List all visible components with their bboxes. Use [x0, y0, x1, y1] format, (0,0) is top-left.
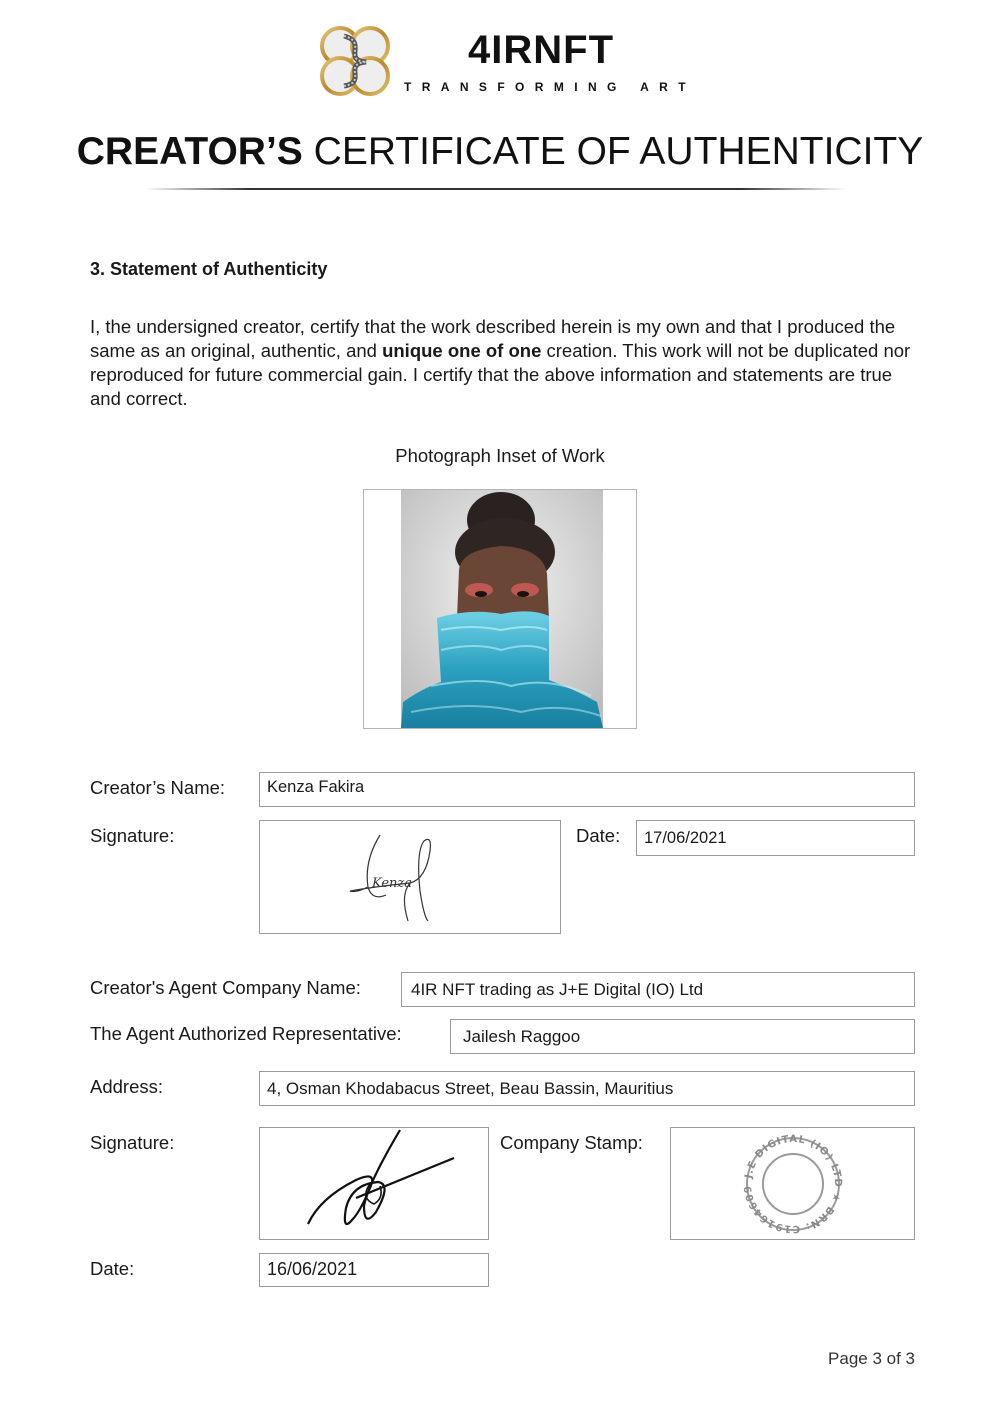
creator-signature	[260, 821, 560, 933]
photo-caption: Photograph Inset of Work	[395, 445, 605, 466]
agent-representative-label: The Agent Authorized Representative:	[90, 1023, 402, 1044]
agent-signature-label: Signature:	[90, 1132, 175, 1153]
document-title	[0, 126, 1000, 178]
page-number: Page 3 of 3	[828, 1349, 915, 1368]
artwork-image	[401, 490, 603, 728]
title-rest: CERTIFICATE OF AUTHENTICITY	[313, 130, 924, 173]
company-stamp-seal	[671, 1128, 914, 1239]
creator-name-label: Creator’s Name:	[90, 777, 226, 798]
svg-text:Kenza: Kenza	[372, 876, 413, 891]
brand-name: 4IRNFT	[468, 28, 614, 72]
agent-company-label: Creator's Agent Company Name:	[90, 977, 361, 998]
svg-text:J.E DIGITAL (IO) LTD ★ BRN: C1: J.E DIGITAL (IO) LTD ★ BRN: C19164609	[742, 1133, 844, 1235]
creator-name-field[interactable]: Kenza Fakira	[259, 772, 915, 807]
creator-date-label: Date:	[576, 825, 621, 846]
statement-emphasis: unique one of one	[382, 340, 542, 361]
company-stamp-label: Company Stamp:	[500, 1132, 643, 1153]
statement-paragraph	[90, 315, 920, 411]
creator-date-value: 17/06/2021	[644, 829, 727, 847]
brand-tagline: TRANSFORMING ART	[404, 80, 696, 94]
creator-signature-box[interactable]	[259, 820, 561, 934]
agent-signature-box[interactable]	[259, 1127, 489, 1240]
agent-signature	[260, 1128, 488, 1239]
address-field[interactable]: 4, Osman Khodabacus Street, Beau Bassin, Mauritius	[259, 1071, 915, 1106]
company-stamp-box	[670, 1127, 915, 1240]
header-divider	[145, 188, 845, 190]
section-heading: 3. Statement of Authenticity	[90, 259, 328, 279]
statement-text-2: creation. This work will not be duplicated nor reproduced for future commercial gain. I certify that the above information and statements are true and correct.	[90, 340, 911, 409]
artwork-photo-frame	[363, 489, 637, 729]
brand-logo-emblem	[316, 22, 394, 100]
agent-company-field[interactable]: 4IR NFT trading as J+E Digital (IO) Ltd	[401, 972, 915, 1007]
agent-date-field[interactable]: 16/06/2021	[259, 1253, 489, 1287]
creator-date-field[interactable]	[636, 820, 915, 856]
agent-representative-field[interactable]: Jailesh Raggoo	[450, 1019, 915, 1054]
address-label: Address:	[90, 1076, 164, 1097]
creator-signature-label: Signature:	[90, 825, 175, 846]
agent-date-label: Date:	[90, 1258, 135, 1279]
statement-text-1: I, the undersigned creator, certify that the work described herein is my own and that I produced the same as an original, authentic, and	[90, 316, 896, 361]
title-bold-part: CREATOR’S	[76, 130, 303, 173]
